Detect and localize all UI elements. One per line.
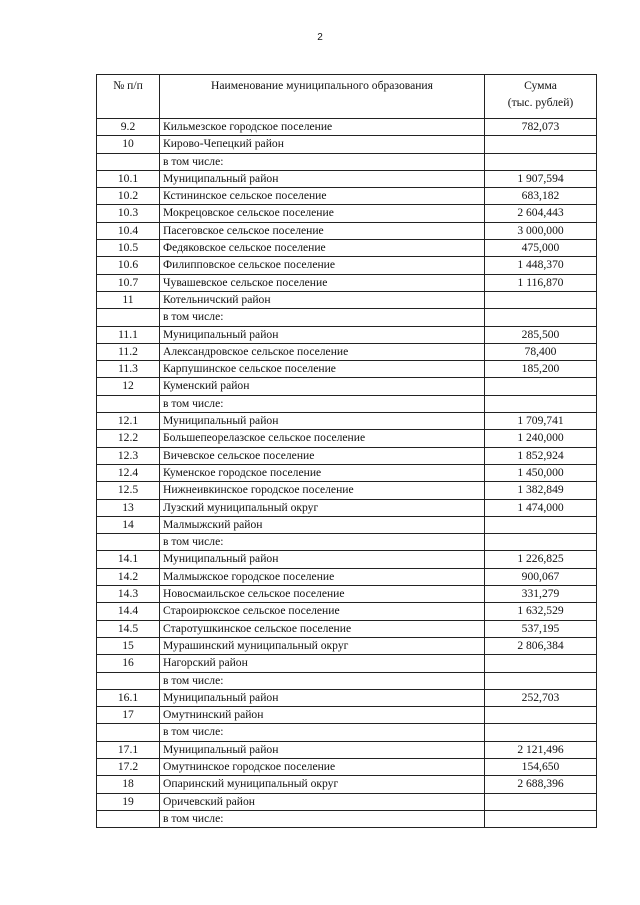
row-name: в том числе: <box>160 724 485 741</box>
row-sum: 1 709,741 <box>485 413 597 430</box>
row-number: 10.7 <box>97 274 160 291</box>
row-number: 14.4 <box>97 603 160 620</box>
row-number: 10.5 <box>97 240 160 257</box>
table-row <box>97 274 597 291</box>
table-row <box>97 326 597 343</box>
table-row <box>97 240 597 257</box>
row-number: 12.4 <box>97 464 160 481</box>
row-name: Нижнеивкинское городское поселение <box>160 482 485 499</box>
row-number: 19 <box>97 793 160 810</box>
table-row <box>97 188 597 205</box>
row-number: 16 <box>97 655 160 672</box>
header-name: Наименование муниципального образования <box>160 75 485 119</box>
row-sum: 154,650 <box>485 758 597 775</box>
row-sum: 683,182 <box>485 188 597 205</box>
table-row <box>97 551 597 568</box>
row-number: 17.1 <box>97 741 160 758</box>
row-number: 12.1 <box>97 413 160 430</box>
table-row <box>97 793 597 810</box>
row-number: 12.5 <box>97 482 160 499</box>
row-sum <box>485 395 597 412</box>
row-sum <box>485 291 597 308</box>
row-name: Вичевское сельское поселение <box>160 447 485 464</box>
row-name: Филипповское сельское поселение <box>160 257 485 274</box>
row-name: Куменский район <box>160 378 485 395</box>
row-sum: 2 604,443 <box>485 205 597 222</box>
row-number: 16.1 <box>97 689 160 706</box>
row-number: 11 <box>97 291 160 308</box>
row-sum <box>485 655 597 672</box>
row-name: Новосмаильское сельское поселение <box>160 586 485 603</box>
row-name: Александровское сельское поселение <box>160 343 485 360</box>
row-number: 10.4 <box>97 222 160 239</box>
row-name: в том числе: <box>160 395 485 412</box>
row-number: 17.2 <box>97 758 160 775</box>
row-sum: 2 806,384 <box>485 637 597 654</box>
row-sum: 1 632,529 <box>485 603 597 620</box>
table-row <box>97 170 597 187</box>
row-sum <box>485 810 597 827</box>
row-number <box>97 309 160 326</box>
row-name: Муниципальный район <box>160 326 485 343</box>
row-number: 12 <box>97 378 160 395</box>
table-row <box>97 707 597 724</box>
table-row <box>97 637 597 654</box>
row-name: Оричевский район <box>160 793 485 810</box>
row-name: Кильмезское городское поселение <box>160 119 485 136</box>
row-number <box>97 153 160 170</box>
row-number <box>97 810 160 827</box>
row-number: 10 <box>97 136 160 153</box>
row-name: Куменское городское поселение <box>160 464 485 481</box>
row-sum <box>485 707 597 724</box>
row-name: в том числе: <box>160 672 485 689</box>
page-number: 2 <box>317 32 323 43</box>
table-body <box>97 119 597 828</box>
row-name: Кирово-Чепецкий район <box>160 136 485 153</box>
row-name: в том числе: <box>160 534 485 551</box>
row-name: Старотушкинское сельское поселение <box>160 620 485 637</box>
table-row <box>97 291 597 308</box>
table-row <box>97 343 597 360</box>
allocation-table <box>96 74 597 828</box>
row-number: 17 <box>97 707 160 724</box>
row-name: Мокрецовское сельское поселение <box>160 205 485 222</box>
row-sum: 1 382,849 <box>485 482 597 499</box>
row-sum <box>485 136 597 153</box>
row-number <box>97 672 160 689</box>
table-row <box>97 309 597 326</box>
row-sum: 537,195 <box>485 620 597 637</box>
table-row <box>97 586 597 603</box>
row-name: Федяковское сельское поселение <box>160 240 485 257</box>
row-sum <box>485 153 597 170</box>
row-sum <box>485 378 597 395</box>
table-row <box>97 620 597 637</box>
row-sum <box>485 672 597 689</box>
row-number: 14.1 <box>97 551 160 568</box>
row-number: 10.6 <box>97 257 160 274</box>
row-name: Мурашинский муниципальный округ <box>160 637 485 654</box>
table-row <box>97 395 597 412</box>
row-name: Муниципальный район <box>160 689 485 706</box>
table-row <box>97 361 597 378</box>
row-sum: 2 688,396 <box>485 776 597 793</box>
table-row <box>97 153 597 170</box>
row-name: Муниципальный район <box>160 741 485 758</box>
row-name: в том числе: <box>160 153 485 170</box>
row-number: 14.3 <box>97 586 160 603</box>
row-name: Омутнинский район <box>160 707 485 724</box>
row-name: Муниципальный район <box>160 551 485 568</box>
row-sum: 1 907,594 <box>485 170 597 187</box>
row-sum <box>485 724 597 741</box>
row-sum: 1 240,000 <box>485 430 597 447</box>
row-number: 12.2 <box>97 430 160 447</box>
row-sum: 1 852,924 <box>485 447 597 464</box>
row-sum: 1 474,000 <box>485 499 597 516</box>
row-name: Лузский муниципальный округ <box>160 499 485 516</box>
row-number: 10.2 <box>97 188 160 205</box>
table-row <box>97 758 597 775</box>
row-number: 10.3 <box>97 205 160 222</box>
row-name: Малмыжский район <box>160 516 485 533</box>
table-row <box>97 672 597 689</box>
row-sum: 3 000,000 <box>485 222 597 239</box>
table-row <box>97 689 597 706</box>
row-sum: 1 448,370 <box>485 257 597 274</box>
table-row <box>97 655 597 672</box>
row-number <box>97 724 160 741</box>
row-number: 9.2 <box>97 119 160 136</box>
row-sum: 185,200 <box>485 361 597 378</box>
table-row <box>97 447 597 464</box>
table-row <box>97 776 597 793</box>
row-number: 10.1 <box>97 170 160 187</box>
header-number: № п/п <box>97 75 160 119</box>
row-number: 11.3 <box>97 361 160 378</box>
row-name: в том числе: <box>160 810 485 827</box>
table-row <box>97 413 597 430</box>
table-row <box>97 378 597 395</box>
table-row <box>97 430 597 447</box>
table-row <box>97 205 597 222</box>
row-sum <box>485 793 597 810</box>
table-row <box>97 603 597 620</box>
table-row <box>97 222 597 239</box>
table-row <box>97 810 597 827</box>
row-sum <box>485 516 597 533</box>
header-sum <box>485 75 597 119</box>
row-number <box>97 395 160 412</box>
table-row <box>97 257 597 274</box>
table-row <box>97 741 597 758</box>
row-number: 13 <box>97 499 160 516</box>
row-name: Омутнинское городское поселение <box>160 758 485 775</box>
row-sum: 331,279 <box>485 586 597 603</box>
row-name: Малмыжское городское поселение <box>160 568 485 585</box>
row-sum: 1 450,000 <box>485 464 597 481</box>
table-header-row <box>97 75 597 119</box>
header-sum-unit: (тыс. рублей) <box>507 96 574 109</box>
table-row <box>97 499 597 516</box>
row-sum: 2 121,496 <box>485 741 597 758</box>
row-sum: 900,067 <box>485 568 597 585</box>
row-name: Чувашевское сельское поселение <box>160 274 485 291</box>
table-row <box>97 534 597 551</box>
row-name: Опаринский муниципальный округ <box>160 776 485 793</box>
row-sum: 252,703 <box>485 689 597 706</box>
row-number: 12.3 <box>97 447 160 464</box>
row-number: 15 <box>97 637 160 654</box>
row-name: Кстининское сельское поселение <box>160 188 485 205</box>
row-name: в том числе: <box>160 309 485 326</box>
row-number: 14.5 <box>97 620 160 637</box>
row-number: 11.2 <box>97 343 160 360</box>
row-sum: 78,400 <box>485 343 597 360</box>
row-number: 18 <box>97 776 160 793</box>
row-name: Староирюкское сельское поселение <box>160 603 485 620</box>
table-row <box>97 464 597 481</box>
row-number: 14.2 <box>97 568 160 585</box>
row-name: Пасеговское сельское поселение <box>160 222 485 239</box>
table-row <box>97 136 597 153</box>
row-sum: 475,000 <box>485 240 597 257</box>
row-number: 11.1 <box>97 326 160 343</box>
row-name: Нагорский район <box>160 655 485 672</box>
table-row <box>97 119 597 136</box>
row-name: Карпушинское сельское поселение <box>160 361 485 378</box>
row-sum <box>485 309 597 326</box>
row-sum <box>485 534 597 551</box>
table-row <box>97 482 597 499</box>
row-name: Большепеорелазское сельское поселение <box>160 430 485 447</box>
row-name: Муниципальный район <box>160 170 485 187</box>
row-name: Котельничский район <box>160 291 485 308</box>
row-sum: 285,500 <box>485 326 597 343</box>
row-name: Муниципальный район <box>160 413 485 430</box>
row-sum: 782,073 <box>485 119 597 136</box>
header-sum-title: Сумма <box>524 79 557 92</box>
row-sum: 1 116,870 <box>485 274 597 291</box>
row-number: 14 <box>97 516 160 533</box>
table-row <box>97 568 597 585</box>
table-row <box>97 724 597 741</box>
table-row <box>97 516 597 533</box>
row-sum: 1 226,825 <box>485 551 597 568</box>
row-number <box>97 534 160 551</box>
